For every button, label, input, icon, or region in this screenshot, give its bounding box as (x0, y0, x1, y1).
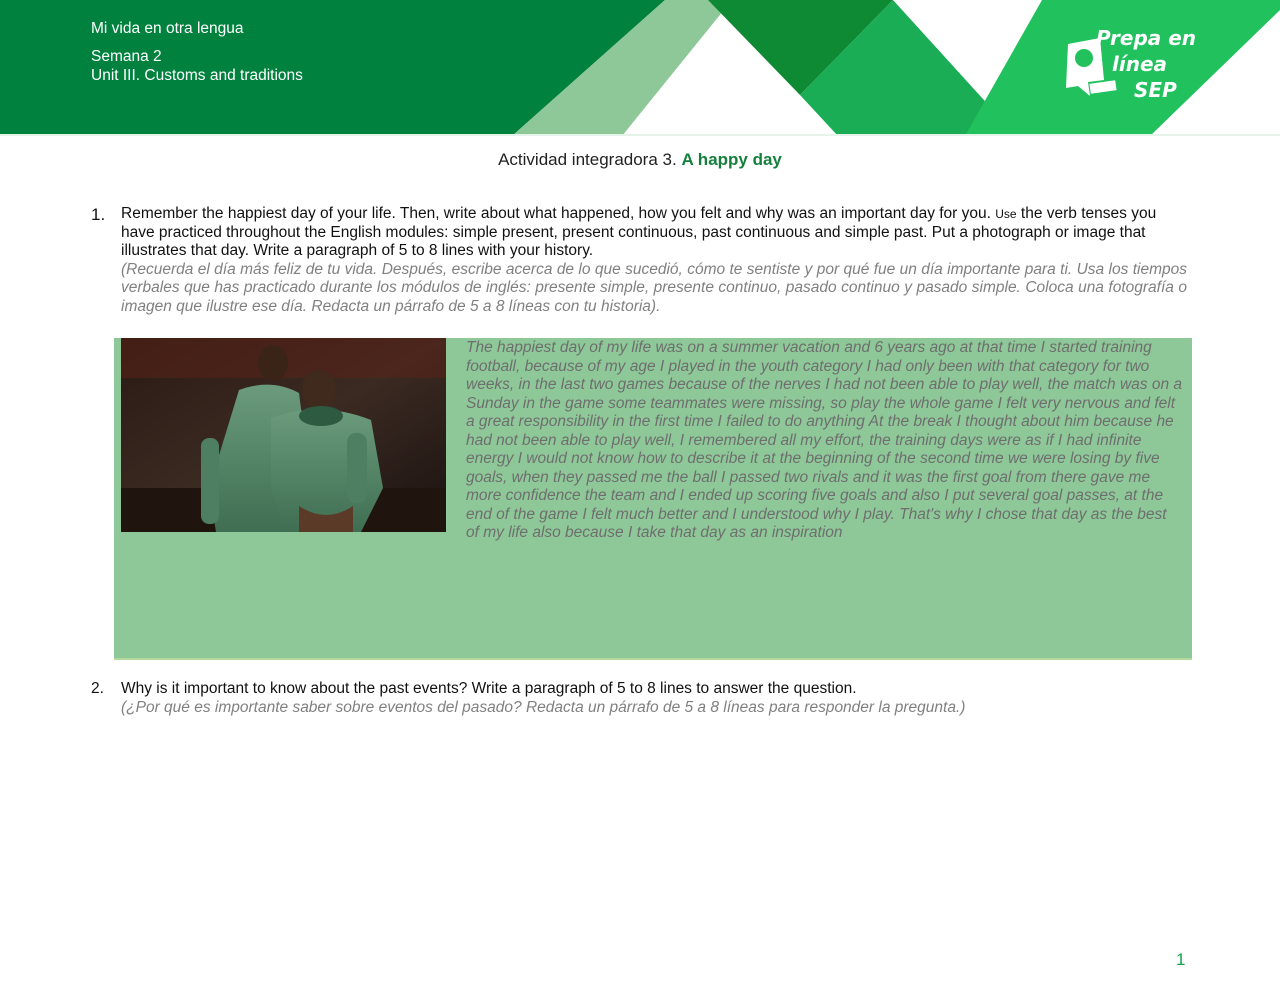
question-2 (121, 680, 1187, 717)
question-1-english-use: Use (995, 207, 1017, 221)
question-1-english-start: Remember the happiest day of your life. Then, write about what happened, how you felt and why was an important day for you. (121, 205, 991, 222)
logo-line-3: SEP (1134, 78, 1177, 102)
answer-paragraph[interactable]: The happiest day of my life was on a summer vacation and 6 years ago at that time I started training football, because of my age I played in the youth category I had only been with that category for two weeks, in the last two games because of the nerves I had not been able to play well, the match was on a Sunday in the game some teammates were missing, so play the whole game I felt very nervous and felt a great responsibility in the first time I failed to do anything At the break I thought about him because he had not been able to play well, I remembered all my effort, the training days were as if I had infinite energy I would not know how to describe it at the beginning of the second time we were losing by five goals, when they passed me the ball I passed two rivals and it was the first goal from there gave me more confidence the team and I ended up scoring five goals and also I put several goal passes, at the end of the game I felt much better and I understood why I play. That's why I chose that day as the best of my life also because I take that day as an inspiration (466, 339, 1183, 542)
activity-title-prefix: Actividad integradora 3. (498, 150, 677, 169)
activity-title (0, 150, 1280, 170)
logo-line-2: línea (1112, 52, 1168, 76)
page-number: 1 (1176, 950, 1186, 969)
week-label: Semana 2 (91, 48, 162, 65)
question-2-spanish: (¿Por qué es importante saber sobre eventos del pasado? Redacta un párrafo de 5 a 8 líneas para responder la pregunta.) (121, 698, 966, 716)
header-banner (0, 0, 1280, 136)
football-players-image (121, 338, 446, 532)
question-1-english (121, 205, 1187, 261)
question-2-english: Why is it important to know about the past events? Write a paragraph of 5 to 8 lines to answer the question. (121, 680, 857, 697)
logo-line-1: Prepa en (1096, 26, 1197, 50)
question-2-number: 2. (91, 680, 104, 697)
football-photo (121, 338, 446, 532)
question-1-number: 1. (91, 205, 106, 224)
prepa-en-linea-logo (1060, 22, 1197, 112)
course-name: Mi vida en otra lengua (91, 20, 244, 37)
unit-label: Unit III. Customs and traditions (91, 67, 303, 84)
activity-title-accent: A happy day (681, 150, 782, 169)
question-1-spanish: (Recuerda el día más feliz de tu vida. Después, escribe acerca de lo que sucedió, cómo te sentiste y por qué fue un día importante para ti. Usa los tiempos verbales que has practicado durante los módulos de inglés: presente simple, presente continuo, pasado continuo y pasado simple. Coloca una fotografía o imagen que ilustre ese día. Redacta un párrafo de 5 a 8 líneas con tu historia). (121, 260, 1187, 315)
question-1 (121, 205, 1187, 316)
question-1-english-end: the verb tenses you have practiced throughout the English modules: simple present, present continuous, past continuous and simple past. Put a photograph or image that illustrates that day. Write a paragraph of 5 to 8 lines with your history. (121, 205, 1157, 259)
